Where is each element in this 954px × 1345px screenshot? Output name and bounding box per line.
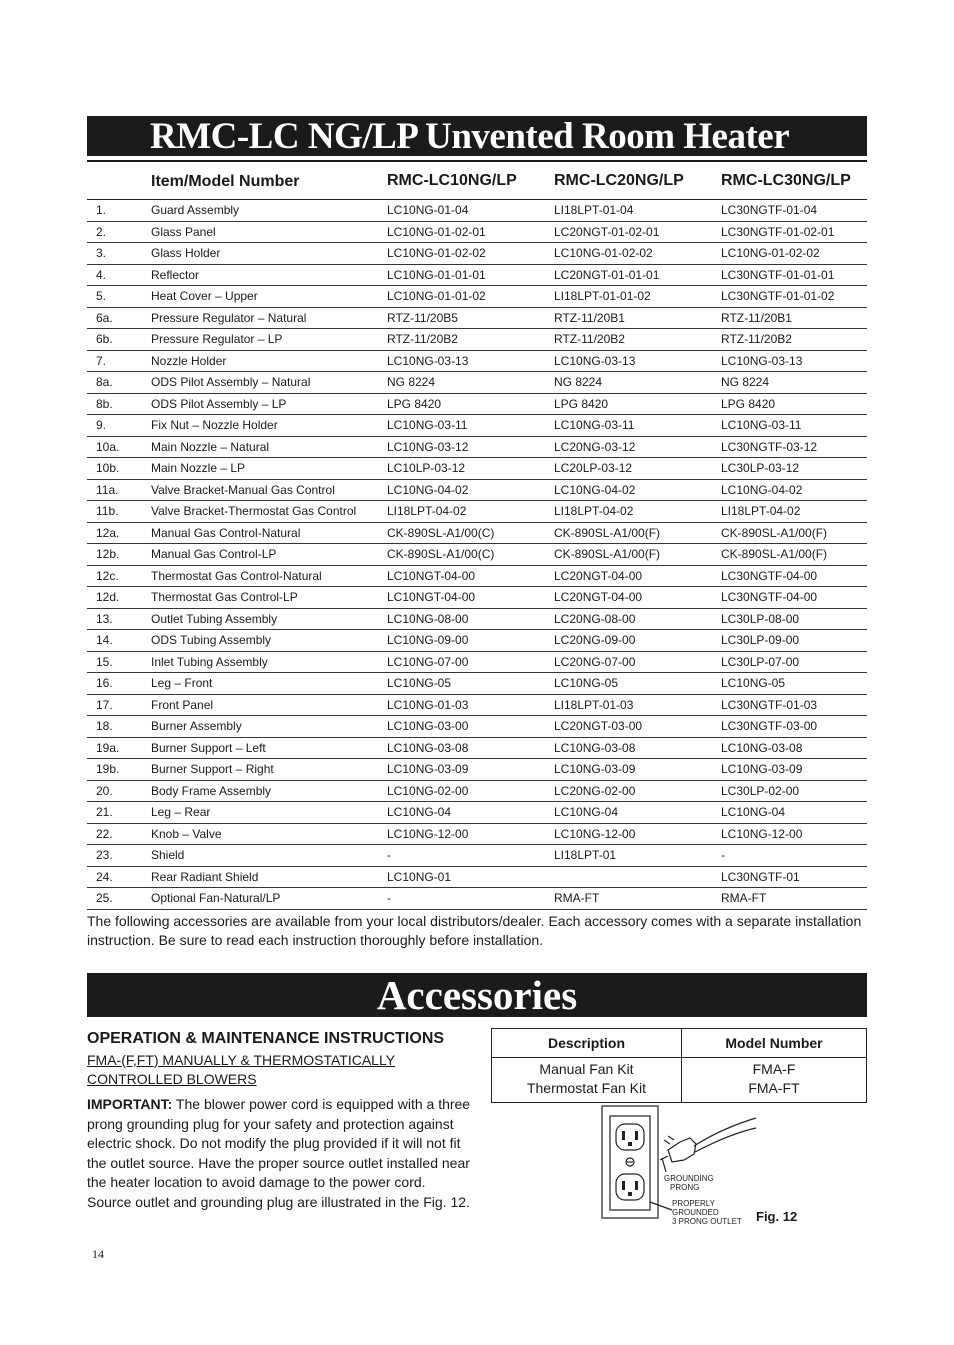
table-cell: LC10NG-03-11: [554, 418, 635, 433]
operation-subheading: FMA-(F,FT) MANUALLY & THERMOSTATICALLY CONTROLLED BLOWERS: [87, 1052, 396, 1087]
table-cell: Main Nozzle – LP: [151, 461, 246, 476]
table-cell: Valve Bracket-Thermostat Gas Control: [151, 504, 357, 519]
table-cell: CK-890SL-A1/00(F): [721, 525, 828, 540]
table-cell: 14.: [96, 633, 113, 648]
accessories-table-header: [492, 1029, 867, 1058]
accessories-table: [491, 1028, 867, 1103]
table-cell: LC10NG-03-13: [554, 353, 636, 368]
table-cell: LC20NGT-03-00: [554, 719, 643, 734]
table-cell: Shield: [151, 848, 185, 863]
operation-heading: OPERATION & MAINTENANCE INSTRUCTIONS: [87, 1030, 445, 1047]
parts-table-body: [87, 200, 867, 910]
header-description: Description: [492, 1029, 682, 1058]
table-cell: 18.: [96, 719, 113, 734]
operation-body-text: The blower power cord is equipped with a three prong grounding plug for your safety and protection against electric shock. Do not modify the plug provided if it will not fit the outlet source. Have the proper source outlet installed near the heater location to avoid damage to the power cord. Source outlet and grounding plug are illustrated in the Fig. 12.: [87, 1096, 471, 1210]
table-cell: LI18LPT-04-02: [387, 504, 467, 519]
table-cell: Thermostat Gas Control-Natural: [151, 568, 322, 583]
table-cell: LC10NG-03-11: [721, 418, 802, 433]
parts-table-header: [87, 163, 867, 200]
table-row: [87, 351, 867, 373]
title-underline: [87, 160, 867, 162]
table-cell: 10a.: [96, 439, 120, 454]
table-cell: Leg – Front: [151, 676, 213, 691]
table-cell: LC10NG-03-09: [554, 762, 636, 777]
table-cell: LC20NGT-04-00: [554, 568, 643, 583]
table-cell: LC30NGTF-04-00: [721, 590, 818, 605]
header-model-number: Model Number: [682, 1029, 867, 1058]
table-cell: LC10NG-09-00: [387, 633, 469, 648]
table-cell: LC10NG-03-11: [387, 418, 468, 433]
label-prong: PRONG: [670, 1183, 700, 1192]
table-cell: ODS Pilot Assembly – LP: [151, 396, 287, 411]
table-cell: Reflector: [151, 267, 200, 282]
table-cell: LC20NGT-04-00: [554, 590, 643, 605]
table-cell: CK-890SL-A1/00(F): [554, 547, 661, 562]
label-properly: PROPERLY: [672, 1199, 715, 1208]
table-cell: 20.: [96, 783, 113, 798]
table-cell: Manual Gas Control-LP: [151, 547, 277, 562]
table-cell: Body Frame Assembly: [151, 783, 272, 798]
accessory-description: Manual Fan Kit: [539, 1061, 634, 1077]
table-cell: LC30NGTF-04-00: [721, 568, 818, 583]
table-row: [87, 458, 867, 480]
accessory-model: FMA-FT: [748, 1080, 800, 1096]
table-cell: ODS Tubing Assembly: [151, 633, 272, 648]
table-row: [87, 759, 867, 781]
plug-icon: [668, 1138, 696, 1162]
table-cell: 15.: [96, 654, 113, 669]
important-label: IMPORTANT:: [87, 1096, 173, 1112]
receptacle-top: [616, 1124, 644, 1150]
label-3-prong-outlet: 3 PRONG OUTLET: [672, 1217, 742, 1226]
table-cell: RTZ-11/20B1: [721, 310, 792, 325]
table-cell: LC30NGTF-01-04: [721, 203, 818, 218]
table-row: [87, 265, 867, 287]
table-cell: RTZ-11/20B1: [554, 310, 625, 325]
table-cell: LPG 8420: [387, 396, 442, 411]
table-cell: LC10NG-03-09: [721, 762, 803, 777]
slot: [622, 1131, 625, 1140]
table-cell: RMA-FT: [721, 891, 767, 906]
slot: [635, 1181, 638, 1190]
table-cell: LC10NG-05: [387, 676, 452, 691]
table-cell: Leg – Rear: [151, 805, 211, 820]
table-row: [87, 243, 867, 265]
table-row: [87, 824, 867, 846]
table-row: [87, 200, 867, 222]
table-cell: 6a.: [96, 310, 113, 325]
table-cell: RMA-FT: [554, 891, 600, 906]
table-cell: Burner Support – Right: [151, 762, 274, 777]
table-cell: Rear Radiant Shield: [151, 869, 259, 884]
table-row: [87, 738, 867, 760]
table-cell: CK-890SL-A1/00(C): [387, 525, 495, 540]
table-cell: Heat Cover – Upper: [151, 289, 258, 304]
table-cell: Burner Support – Left: [151, 740, 266, 755]
table-cell: LC20NG-09-00: [554, 633, 636, 648]
ground-hole: [628, 1142, 632, 1146]
table-cell: 12c.: [96, 568, 119, 583]
accessories-intro: The following accessories are available from your local distributors/dealer. Each accessory comes with a separate installation instruction. Be sure to read each instruction thoroughly before installation.: [87, 913, 862, 948]
accessories-table-row: [492, 1058, 867, 1103]
table-cell: LC30NGTF-01-01-01: [721, 267, 835, 282]
table-row: [87, 867, 867, 889]
table-cell: Nozzle Holder: [151, 353, 227, 368]
table-cell: RTZ-11/20B2: [387, 332, 458, 347]
table-cell: LC10NG-03-13: [721, 353, 803, 368]
parts-table: [87, 163, 867, 910]
table-cell: LC10NG-02-00: [387, 783, 469, 798]
table-row: [87, 372, 867, 394]
ground-hole: [628, 1192, 632, 1196]
table-cell: LC10NG-04-02: [721, 482, 803, 497]
table-cell: LC10NG-12-00: [554, 826, 636, 841]
label-grounding: GROUNDING: [664, 1174, 714, 1183]
table-cell: LI18LPT-04-02: [554, 504, 634, 519]
table-cell: LI18LPT-01-01-02: [554, 289, 651, 304]
table-row: [87, 888, 867, 910]
table-cell: LC10NGT-04-00: [387, 568, 476, 583]
table-cell: 19a.: [96, 740, 120, 755]
table-cell: LC30LP-08-00: [721, 611, 800, 626]
table-cell: 5.: [96, 289, 107, 304]
table-cell: LPG 8420: [554, 396, 609, 411]
table-cell: Outlet Tubing Assembly: [151, 611, 278, 626]
table-cell: LC10NG-03-12: [387, 439, 469, 454]
table-cell: LC30LP-09-00: [721, 633, 800, 648]
table-cell: LC10NG-05: [721, 676, 786, 691]
table-cell: 12d.: [96, 590, 120, 605]
accessory-model: FMA-F: [752, 1061, 796, 1077]
table-row: [87, 566, 867, 588]
table-cell: LC30NGTF-01: [721, 869, 800, 884]
header-lc10: RMC-LC10NG/LP: [387, 172, 517, 189]
table-cell: LPG 8420: [721, 396, 776, 411]
table-cell: CK-890SL-A1/00(C): [387, 547, 495, 562]
table-cell: 11b.: [96, 504, 119, 519]
table-row: [87, 308, 867, 330]
accessory-descriptions: [492, 1058, 682, 1103]
table-cell: LC10NG-03-13: [387, 353, 469, 368]
table-cell: Thermostat Gas Control-LP: [151, 590, 298, 605]
table-cell: 24.: [96, 869, 113, 884]
table-cell: LI18LPT-01-03: [554, 697, 634, 712]
table-cell: LI18LPT-01: [554, 848, 617, 863]
table-cell: NG 8224: [387, 375, 436, 390]
table-cell: Manual Gas Control-Natural: [151, 525, 301, 540]
table-cell: LC10NG-12-00: [721, 826, 803, 841]
table-cell: LC10NG-01-03: [387, 697, 469, 712]
table-cell: CK-890SL-A1/00(F): [721, 547, 828, 562]
table-cell: Pressure Regulator – LP: [151, 332, 283, 347]
table-cell: 22.: [96, 826, 113, 841]
page-number: 14: [92, 1247, 104, 1261]
table-cell: Pressure Regulator – Natural: [151, 310, 307, 325]
table-cell: Main Nozzle – Natural: [151, 439, 270, 454]
table-row: [87, 630, 867, 652]
operation-body: [87, 1095, 472, 1212]
table-cell: LC10NG-01-04: [387, 203, 469, 218]
header-lc20: RMC-LC20NG/LP: [554, 172, 684, 189]
table-cell: LC10NG-03-08: [387, 740, 469, 755]
table-cell: RTZ-11/20B2: [721, 332, 792, 347]
table-cell: LC30NGTF-03-12: [721, 439, 818, 454]
table-cell: LC10NG-01-02-02: [387, 246, 486, 261]
table-row: [87, 394, 867, 416]
table-row: [87, 609, 867, 631]
table-cell: 9.: [96, 418, 107, 433]
table-cell: 25.: [96, 891, 113, 906]
table-row: [87, 329, 867, 351]
table-cell: LC10NG-04-02: [387, 482, 469, 497]
table-cell: NG 8224: [721, 375, 770, 390]
table-cell: LC20LP-03-12: [554, 461, 633, 476]
table-cell: LC20NGT-01-01-01: [554, 267, 660, 282]
table-cell: 11a.: [96, 482, 119, 497]
table-row: [87, 716, 867, 738]
table-cell: LC30NGTF-01-01-02: [721, 289, 835, 304]
table-cell: 8b.: [96, 396, 113, 411]
table-cell: LC10NG-01-02-01: [387, 224, 486, 239]
table-cell: LC10NG-04: [554, 805, 619, 820]
table-cell: 4.: [96, 267, 107, 282]
table-cell: -: [721, 848, 725, 863]
table-cell: LC30NGTF-03-00: [721, 719, 818, 734]
table-cell: LC10NG-01: [387, 869, 452, 884]
table-cell: LC10NG-12-00: [387, 826, 469, 841]
table-cell: LC30NGTF-01-03: [721, 697, 818, 712]
table-cell: ODS Pilot Assembly – Natural: [151, 375, 311, 390]
table-row: [87, 222, 867, 244]
accessories-title: Accessories: [87, 973, 867, 1017]
table-row: [87, 480, 867, 502]
table-cell: LC30NGTF-01-02-01: [721, 224, 835, 239]
table-cell: Knob – Valve: [151, 826, 222, 841]
table-cell: Inlet Tubing Assembly: [151, 654, 268, 669]
table-cell: Burner Assembly: [151, 719, 242, 734]
grounded-outlet-figure: [598, 1102, 758, 1230]
table-cell: LI18LPT-04-02: [721, 504, 801, 519]
table-cell: Front Panel: [151, 697, 214, 712]
table-cell: 10b.: [96, 461, 120, 476]
table-cell: LC20NGT-01-02-01: [554, 224, 660, 239]
table-cell: LC10NG-08-00: [387, 611, 469, 626]
table-row: [87, 652, 867, 674]
table-cell: 21.: [96, 805, 113, 820]
figure-caption: Fig. 12: [756, 1209, 798, 1224]
table-cell: 23.: [96, 848, 113, 863]
table-row: [87, 437, 867, 459]
table-cell: 12b.: [96, 547, 120, 562]
table-cell: LC20NG-08-00: [554, 611, 636, 626]
table-row: [87, 802, 867, 824]
table-cell: RTZ-11/20B2: [554, 332, 625, 347]
table-cell: LC10NG-04-02: [554, 482, 636, 497]
table-cell: Guard Assembly: [151, 203, 240, 218]
table-row: [87, 286, 867, 308]
accessory-description: Thermostat Fan Kit: [526, 1080, 647, 1096]
table-row: [87, 673, 867, 695]
table-row: [87, 781, 867, 803]
table-cell: LI18LPT-01-04: [554, 203, 634, 218]
table-cell: LC20NG-03-12: [554, 439, 636, 454]
label-grounded: GROUNDED: [672, 1208, 719, 1217]
table-cell: RTZ-11/20B5: [387, 310, 458, 325]
table-cell: CK-890SL-A1/00(F): [554, 525, 661, 540]
table-cell: Glass Panel: [151, 224, 216, 239]
table-cell: LC10NG-01-02-02: [721, 246, 820, 261]
table-cell: LC30LP-07-00: [721, 654, 800, 669]
table-cell: LC10NG-03-09: [387, 762, 469, 777]
table-cell: -: [387, 848, 391, 863]
header-item-model: Item/Model Number: [151, 173, 300, 190]
table-cell: 19b.: [96, 762, 120, 777]
table-cell: Optional Fan-Natural/LP: [151, 891, 281, 906]
slot: [635, 1131, 638, 1140]
table-cell: Valve Bracket-Manual Gas Control: [151, 482, 335, 497]
table-cell: 3.: [96, 246, 107, 261]
table-row: [87, 695, 867, 717]
table-row: [87, 501, 867, 523]
table-cell: Glass Holder: [151, 246, 221, 261]
table-cell: 2.: [96, 224, 107, 239]
table-cell: 7.: [96, 353, 107, 368]
accessory-models: [682, 1058, 867, 1103]
table-cell: LC10NG-01-02-02: [554, 246, 653, 261]
table-cell: LC20NG-02-00: [554, 783, 636, 798]
table-cell: LC10NG-01-01-02: [387, 289, 486, 304]
table-cell: -: [387, 891, 391, 906]
table-cell: NG 8224: [554, 375, 603, 390]
table-cell: LC10NG-01-01-01: [387, 267, 486, 282]
slot: [622, 1181, 625, 1190]
table-cell: 17.: [96, 697, 113, 712]
table-row: [87, 415, 867, 437]
table-cell: LC10NG-03-00: [387, 719, 469, 734]
table-cell: 8a.: [96, 375, 113, 390]
table-cell: LC10LP-03-12: [387, 461, 466, 476]
table-cell: LC10NG-04: [387, 805, 452, 820]
table-row: [87, 845, 867, 867]
header-lc30: RMC-LC30NG/LP: [721, 172, 851, 189]
table-row: [87, 587, 867, 609]
table-cell: 12a.: [96, 525, 120, 540]
table-cell: LC10NG-05: [554, 676, 619, 691]
table-cell: LC20NG-07-00: [554, 654, 636, 669]
table-cell: LC30LP-02-00: [721, 783, 800, 798]
table-cell: LC30LP-03-12: [721, 461, 800, 476]
table-cell: LC10NGT-04-00: [387, 590, 476, 605]
table-cell: LC10NG-03-08: [721, 740, 803, 755]
table-cell: LC10NG-07-00: [387, 654, 469, 669]
operation-section: [87, 1030, 472, 1212]
table-row: [87, 544, 867, 566]
table-cell: 13.: [96, 611, 113, 626]
receptacle-bottom: [616, 1174, 644, 1200]
table-cell: 6b.: [96, 332, 113, 347]
table-cell: Fix Nut – Nozzle Holder: [151, 418, 278, 433]
table-cell: 1.: [96, 203, 107, 218]
page-title: RMC-LC NG/LP Unvented Room Heater: [87, 116, 867, 156]
table-row: [87, 523, 867, 545]
table-cell: LC10NG-03-08: [554, 740, 636, 755]
table-cell: 16.: [96, 676, 113, 691]
table-cell: LC10NG-04: [721, 805, 786, 820]
